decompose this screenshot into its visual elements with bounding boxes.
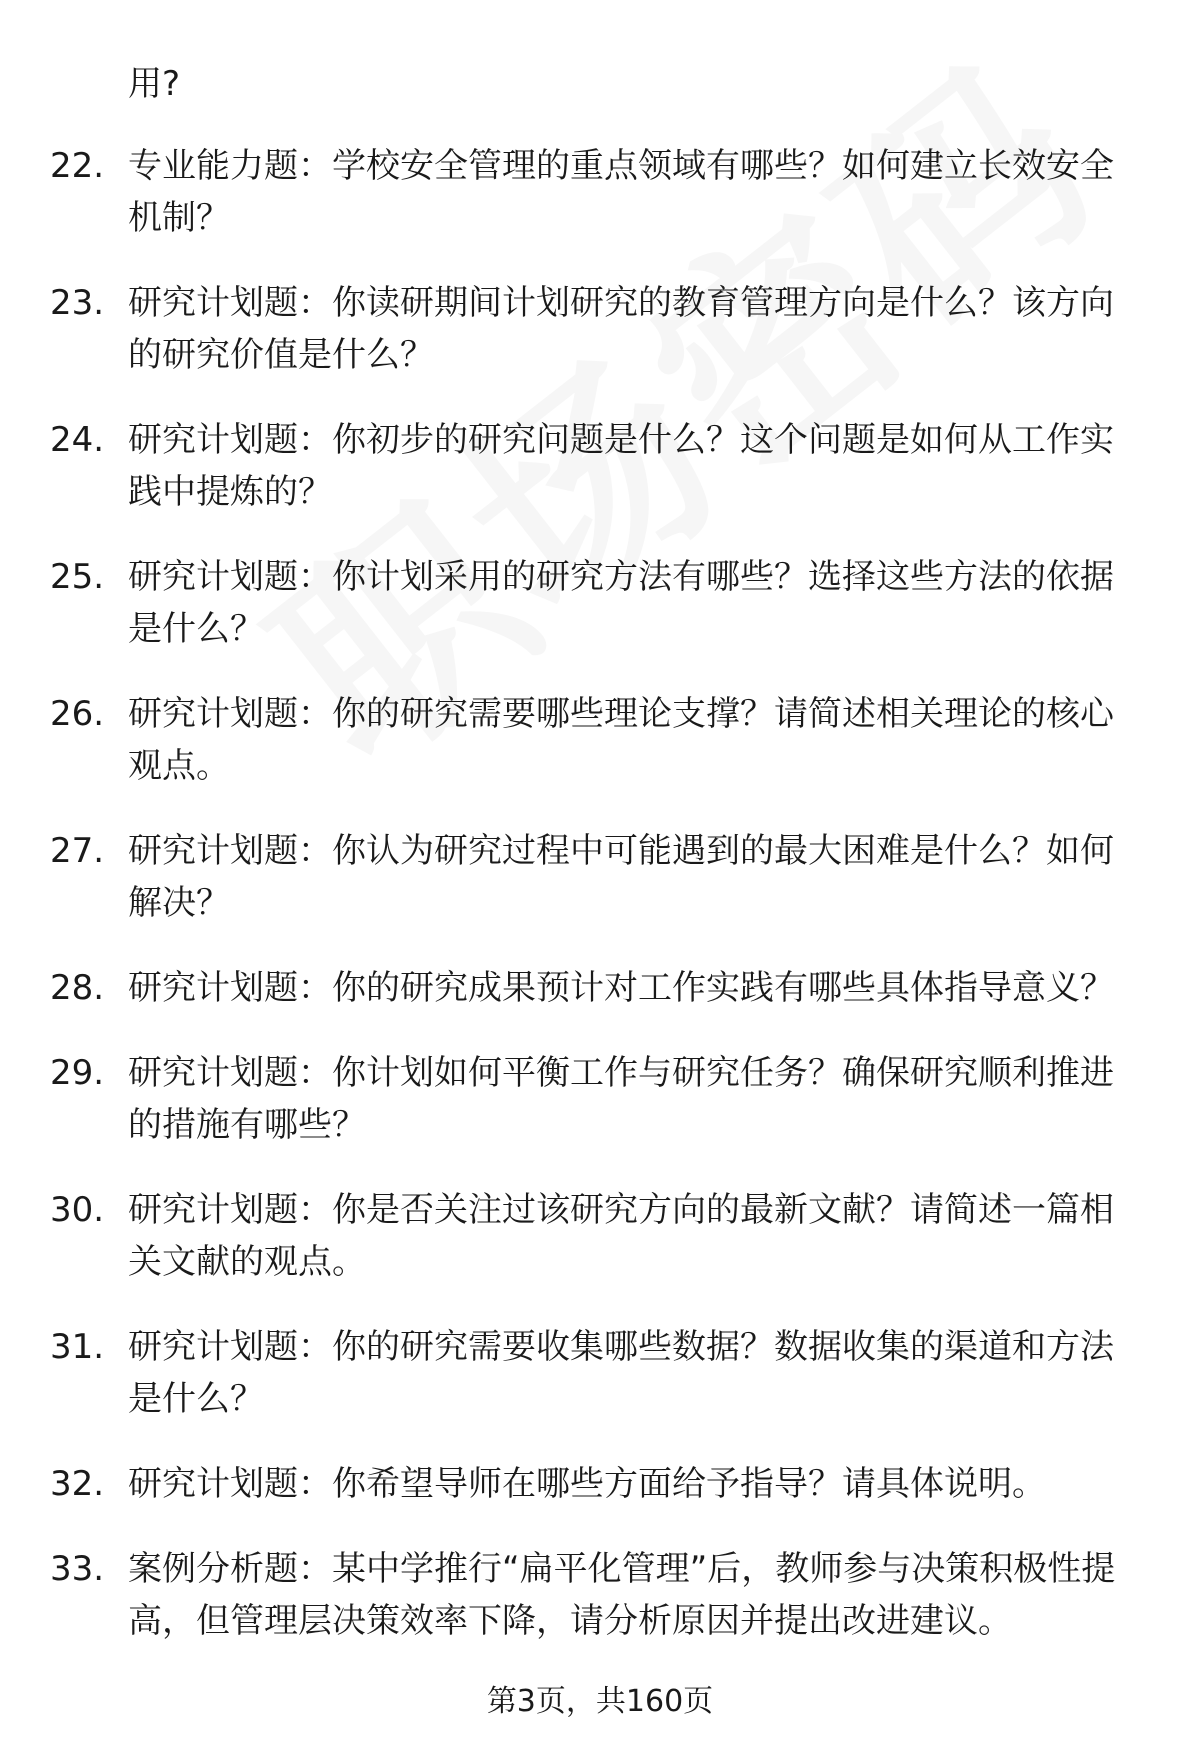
question-item xyxy=(0,277,1200,381)
question-text: 研究计划题：你的研究成果预计对工作实践有哪些具体指导意义？ xyxy=(128,968,1114,1008)
question-number: 33. xyxy=(50,1549,105,1589)
question-item xyxy=(0,962,1200,1014)
question-number: 32. xyxy=(50,1464,105,1504)
question-text: 案例分析题：某中学推行“扁平化管理”后，教师参与决策积极性提高，但管理层决策效率下降，请分析原因并提出改进建议。 xyxy=(128,1549,1116,1641)
question-item xyxy=(0,825,1200,929)
question-number: 22. xyxy=(50,146,105,186)
question-item xyxy=(0,140,1200,244)
question-number: 24. xyxy=(50,420,105,460)
question-number: 30. xyxy=(50,1190,105,1230)
question-text: 专业能力题：学校安全管理的重点领域有哪些？如何建立长效安全机制？ xyxy=(128,146,1114,238)
question-text: 研究计划题：你是否关注过该研究方向的最新文献？请简述一篇相关文献的观点。 xyxy=(128,1190,1114,1282)
question-number: 31. xyxy=(50,1327,105,1367)
question-number: 29. xyxy=(50,1053,105,1093)
continued-question-text: 用? xyxy=(128,64,181,104)
question-item xyxy=(0,1458,1200,1510)
question-item xyxy=(0,1321,1200,1425)
question-number: 25. xyxy=(50,557,105,597)
question-text: 研究计划题：你的研究需要收集哪些数据？数据收集的渠道和方法是什么？ xyxy=(128,1327,1114,1419)
question-item xyxy=(0,414,1200,518)
question-item xyxy=(0,551,1200,655)
question-text: 研究计划题：你的研究需要哪些理论支撑？请简述相关理论的核心观点。 xyxy=(128,694,1114,786)
question-text: 研究计划题：你读研期间计划研究的教育管理方向是什么？该方向的研究价值是什么？ xyxy=(128,283,1114,375)
question-number: 23. xyxy=(50,283,105,323)
question-text: 研究计划题：你计划采用的研究方法有哪些？选择这些方法的依据是什么？ xyxy=(128,557,1114,649)
question-text: 研究计划题：你希望导师在哪些方面给予指导？请具体说明。 xyxy=(128,1464,1046,1504)
question-number: 28. xyxy=(50,968,105,1008)
question-number: 26. xyxy=(50,694,105,734)
question-text: 研究计划题：你初步的研究问题是什么？这个问题是如何从工作实践中提炼的？ xyxy=(128,420,1114,512)
question-item xyxy=(0,1184,1200,1288)
question-item xyxy=(0,1543,1200,1647)
question-text: 研究计划题：你认为研究过程中可能遇到的最大困难是什么？如何解决？ xyxy=(128,831,1114,923)
question-list xyxy=(0,140,1200,1680)
question-number: 27. xyxy=(50,831,105,871)
question-item xyxy=(0,688,1200,792)
question-text: 研究计划题：你计划如何平衡工作与研究任务？确保研究顺利推进的措施有哪些？ xyxy=(128,1053,1114,1145)
question-item xyxy=(0,1047,1200,1151)
page-footer: 第3页，共160页 xyxy=(486,1684,714,1719)
